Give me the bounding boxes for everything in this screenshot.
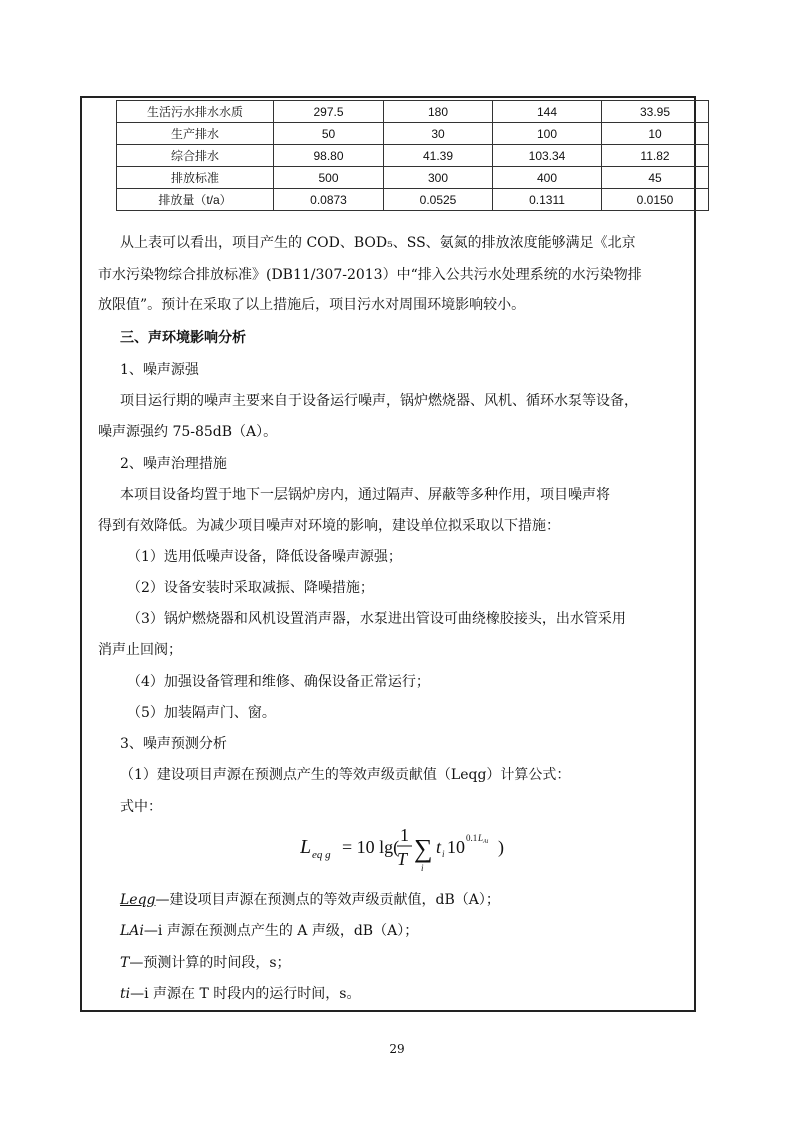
formula-eq10lg: = 10 lg(: [342, 837, 400, 857]
table-cell: 生活污水排水水质: [117, 101, 274, 123]
table-cell: 10: [602, 123, 709, 145]
table-cell: 144: [493, 101, 602, 123]
formula-sum-index: i: [421, 863, 424, 873]
leqg-formula: [300, 823, 520, 873]
page-number: 29: [389, 1042, 405, 1056]
formula-sum: ∑: [414, 834, 433, 863]
table-cell: 0.0525: [384, 189, 493, 211]
paragraph-line: 噪声源强约 75-85dB（A）。: [98, 424, 278, 440]
definition-line: [120, 920, 720, 940]
measure-item: （1）选用低噪声设备，降低设备噪声源强；: [127, 549, 402, 565]
table-cell: 0.0150: [602, 189, 709, 211]
symbol: LAi: [120, 923, 144, 939]
paragraph-line: （1）建设项目声源在预测点产生的等效声级贡献值（Leqg）计算公式：: [120, 767, 571, 783]
table-cell: 98.80: [274, 145, 384, 167]
measure-item: （3）锅炉燃烧器和风机设置消声器，水泵进出管设可曲绕橡胶接头，出水管采用: [127, 611, 626, 627]
table-cell: 0.0873: [274, 189, 384, 211]
formula-close: ): [498, 837, 504, 857]
measure-item: 消声止回阀；: [98, 642, 182, 658]
measure-item: （5）加装隔声门、窗。: [127, 705, 276, 721]
measure-item: （2）设备安装时采取减振、降噪措施；: [127, 580, 374, 596]
formula-sub-eqg: eq g: [312, 849, 331, 861]
formula-one: 1: [400, 825, 409, 845]
symbol: Leqg: [120, 892, 156, 908]
table-cell: 33.95: [602, 101, 709, 123]
subsection-heading: 1、噪声源强: [120, 362, 199, 378]
table-cell: 100: [493, 123, 602, 145]
emission-table: [116, 100, 709, 211]
definition-line: [120, 983, 720, 1003]
table-cell: 11.82: [602, 145, 709, 167]
formula-t-sub: i: [442, 849, 445, 859]
table-cell: 0.1311: [493, 189, 602, 211]
subsection-heading: 2、噪声治理措施: [120, 456, 227, 472]
table-cell: 综合排水: [117, 145, 274, 167]
table-row: [117, 145, 709, 167]
table-cell: 400: [493, 167, 602, 189]
table-row: [117, 123, 709, 145]
table-cell: 生产排水: [117, 123, 274, 145]
table-cell: 300: [384, 167, 493, 189]
subsection-heading: 3、噪声预测分析: [120, 736, 227, 752]
formula-exp-sub: Ai: [483, 839, 489, 845]
paragraph-line: 放限值”。预计在采取了以上措施后，项目污水对周围环境影响较小。: [98, 297, 526, 313]
table-cell: 45: [602, 167, 709, 189]
table-cell: 103.34: [493, 145, 602, 167]
definition-text: —预测计算的时间段，s；: [129, 955, 291, 971]
formula-exp-L: L: [478, 833, 484, 843]
table-cell: 500: [274, 167, 384, 189]
table-cell: 30: [384, 123, 493, 145]
table-cell: 排放标准: [117, 167, 274, 189]
table-cell: 41.39: [384, 145, 493, 167]
formula-exp: 0.1: [466, 833, 478, 843]
table-cell: 297.5: [274, 101, 384, 123]
measure-item: （4）加强设备管理和维修、确保设备正常运行；: [127, 674, 430, 690]
formula-T: T: [397, 849, 408, 869]
paragraph-line: 项目运行期的噪声主要来自于设备运行噪声，锅炉燃烧器、风机、循环水泵等设备，: [120, 393, 638, 409]
table-row: [117, 167, 709, 189]
definition-text: —建设项目声源在预测点的等效声级贡献值，dB（A）；: [155, 892, 500, 908]
definition-text: —i 声源在预测点产生的 A 声级，dB（A）；: [143, 923, 419, 939]
paragraph-line: 式中：: [120, 799, 162, 815]
definition-line: [120, 889, 720, 909]
paragraph-line: 市水污染物综合排放标准》(DB11/307-2013）中“排入公共污水处理系统的水污染物排: [98, 267, 642, 283]
table-row: [117, 189, 709, 211]
symbol: ti: [120, 986, 131, 1002]
paragraph-line: 本项目设备均置于地下一层锅炉房内，通过隔声、屏蔽等多种作用，项目噪声将: [120, 487, 610, 503]
symbol: T: [120, 955, 130, 971]
definition-text: —i 声源在 T 时段内的运行时间，s。: [130, 986, 361, 1002]
paragraph-line: 从上表可以看出，项目产生的 COD、BOD₅、SS、氨氮的排放浓度能够满足《北京: [120, 235, 636, 251]
formula-t: t: [436, 837, 442, 857]
table-cell: 排放量（t/a）: [117, 189, 274, 211]
formula-ten: 10: [447, 837, 465, 857]
table-cell: 180: [384, 101, 493, 123]
definition-line: [120, 952, 720, 972]
formula-L: L: [300, 836, 312, 858]
table-cell: 50: [274, 123, 384, 145]
section-heading: 三、声环境影响分析: [120, 330, 246, 346]
table-row: [117, 101, 709, 123]
paragraph-line: 得到有效降低。为减少项目噪声对环境的影响，建设单位拟采取以下措施：: [98, 518, 560, 534]
